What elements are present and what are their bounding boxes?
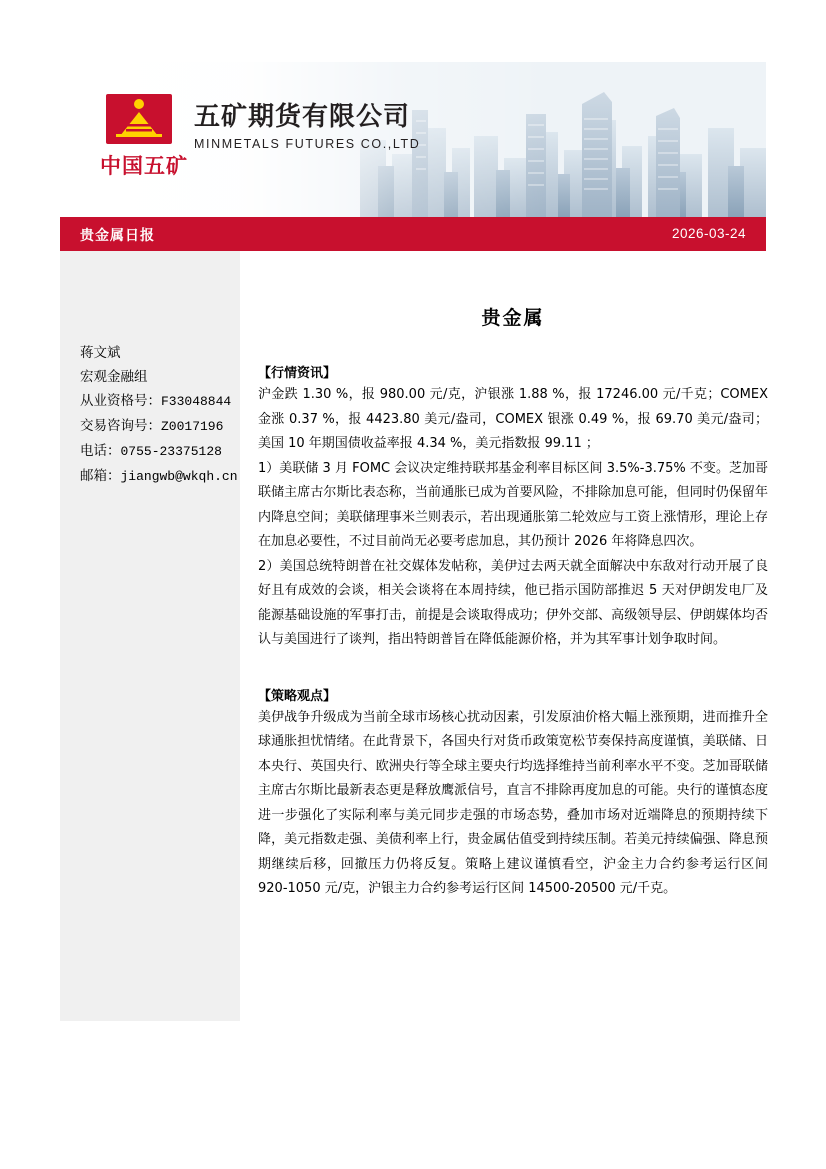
- logo-chinese-name: 中国五矿: [100, 154, 188, 178]
- qualification-row: [80, 389, 240, 414]
- section-heading-market-news: 【行情资讯】: [258, 366, 337, 381]
- report-title-bar: [60, 217, 766, 251]
- report-name: 贵金属日报: [80, 228, 155, 244]
- report-content: [258, 251, 768, 902]
- report-header: [60, 62, 766, 217]
- analyst-info-block: [80, 341, 240, 489]
- qualification-label: 从业资格号：: [80, 393, 161, 409]
- company-name-cn: 五矿期货有限公司: [194, 102, 411, 132]
- analyst-name: 蒋文斌: [80, 345, 121, 361]
- market-news-paragraph-1: 沪金跌 1.30 %，报 980.00 元/克，沪银涨 1.88 %，报 17246.00 元/千克；COMEX 金涨 0.37 %，报 4423.80 美元/盎司，COMEX 银涨 0.49 %，报 69.70 美元/盎司； 美国 10 年期国债收益率报 4.34 %，美元指数报 99.11 ；: [258, 387, 768, 451]
- company-logo: [100, 90, 421, 178]
- company-name-en: MINMETALS FUTURES CO.,LTD: [194, 137, 421, 151]
- strategy-paragraph-1: 美伊战争升级成为当前全球市场核心扰动因素，引发原油价格大幅上涨预期，进而推升全球通胀担忧情绪。在此背景下，各国央行对货币政策宽松节奏保持高度谨慎，美联储、日本央行、英国央行、欧洲央行等全球主要央行均选择维持当前利率水平不变。芝加哥联储主席古尔斯比最新表态更是释放鹰派信号，直言不排除再度加息的可能。央行的谨慎态度进一步强化了实际利率与美元同步走强的市场态势，叠加市场对近端降息的预期持续下降，美元指数走强、美债利率上行，贵金属估值受到持续压制。若美元持续偏强、降息预期继续后移，回撤压力仍将反复。策略上建议谨慎看空，沪金主力合约参考运行区间 920‐1050 元/克，沪银主力合约参考运行区间 14500‐20500 元/千克。: [258, 709, 768, 896]
- phone-value: 0755-23375128: [120, 444, 222, 459]
- qualification-value: F33048844: [161, 394, 232, 409]
- minmetals-emblem-icon: [100, 90, 188, 178]
- analyst-team: 宏观金融组: [80, 369, 148, 385]
- report-date: 2026-03-24: [671, 226, 746, 241]
- consult-value: Z0017196: [161, 419, 224, 434]
- analyst-sidebar: [60, 251, 240, 1021]
- section-heading-strategy: 【策略观点】: [258, 688, 337, 704]
- consult-label: 交易咨询号：: [80, 418, 161, 434]
- phone-label: 电话：: [80, 443, 121, 459]
- market-news-paragraph-2: 1）美联储 3 月 FOMC 会议决定维持联邦基金利率目标区间 3.5%‐3.75% 不变。芝加哥联储主席古尔斯比表态称，当前通胀已成为首要风险，不排除加息可能，但同时仍保留年内降息空间；美联储理事米兰则表示，若出现通胀第二轮效应与工资上涨情形，理论上存在加息必要性，不过目前尚无必要考虑加息，其仍预计 2026 年将降息四次。: [258, 460, 768, 549]
- consult-row: [80, 414, 240, 439]
- email-value: jiangwb@wkqh.cn: [120, 469, 238, 484]
- email-row: [80, 464, 240, 489]
- page-title: 贵金属: [481, 307, 545, 329]
- email-label: 邮箱：: [80, 468, 121, 484]
- phone-row: [80, 439, 240, 464]
- market-news-paragraph-3: 2）美国总统特朗普在社交媒体发帖称，美伊过去两天就全面解决中东敌对行动开展了良好且有成效的会谈，相关会谈将在本周持续，他已指示国防部推迟 5 天对伊朗发电厂及能源基础设施的军事打击，前提是会谈取得成功；伊外交部、高级领导层、伊朗媒体均否认与美国进行了谈判，指出特朗普旨在降低能源价格，并为其军事计划争取时间。: [258, 558, 768, 647]
